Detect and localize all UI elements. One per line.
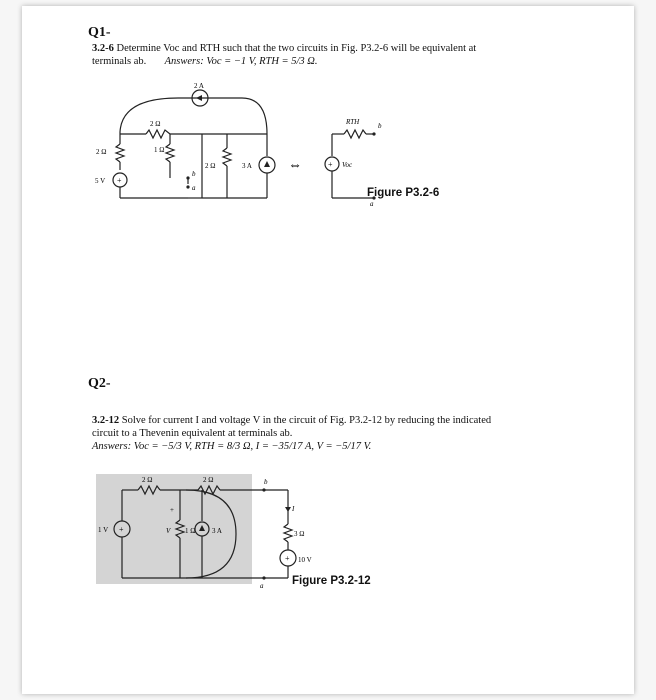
q1-problem-line2: terminals ab. [92, 56, 147, 67]
q2-label-2ohm-a: 2 Ω [142, 476, 153, 484]
q1-label-2ohm-mid: 2 Ω [205, 162, 216, 170]
q1-problem-line1: Determine Voc and RTH such that the two circuits in Fig. P3.2-6 will be equivalent at [116, 43, 477, 54]
q1-label-5v: 5 V [95, 177, 106, 185]
q2-label-10v: 10 V [298, 556, 312, 564]
document-page [22, 6, 634, 694]
q1-eq-terminal-a: a [370, 200, 374, 208]
q2-label-1v: 1 V [98, 526, 109, 534]
q2-v-label: V [166, 527, 171, 535]
q1-voc-plus: + [328, 160, 333, 169]
q1-figure-caption: Figure P3.2-6 [367, 187, 440, 199]
q1-eq-terminal-b: b [378, 122, 382, 130]
q2-label-2ohm-b: 2 Ω [203, 476, 214, 484]
q1-equiv-arrow: ⇔ [288, 158, 302, 173]
q1-label-2a: 2 A [194, 82, 204, 90]
q2-problem-text [92, 414, 622, 427]
q2-10v-plus: + [285, 554, 290, 563]
q2-label-3ohm: 3 Ω [294, 530, 305, 538]
q2-terminal-b: b [264, 478, 268, 486]
q2-problem-number: 3.2-12 [92, 415, 120, 426]
q2-problem-line2: circuit to a Thevenin equivalent at terminals ab. [92, 428, 293, 439]
q1-label-3a: 3 A [242, 162, 252, 170]
q2-problem-line2-row [92, 427, 622, 440]
q2-label-1ohm: 1 Ω [185, 527, 196, 535]
q2-label-3a: 3 A [212, 527, 222, 535]
q2-problem-line1: Solve for current I and voltage V in the circuit of Fig. P3.2-12 by reducing the indicated [121, 415, 492, 426]
q1-answers: Answers: Voc = −1 V, RTH = 5/3 Ω. [164, 56, 318, 67]
q1-terminal-b: b [192, 170, 196, 178]
q1-heading: Q1- [88, 25, 111, 40]
q2-terminal-a: a [260, 582, 264, 590]
q1-rth-label: RTH [346, 118, 360, 126]
q2-current-i: I [292, 505, 295, 513]
q1-problem-text [92, 42, 622, 55]
q1-terminal-a: a [192, 184, 196, 192]
q2-circuit-diagram [94, 466, 334, 590]
q1-label-2ohm-left: 2 Ω [96, 148, 107, 156]
q2-plus-label: + [170, 506, 174, 514]
q2-answers: Answers: Voc = −5/3 V, RTH = 8/3 Ω, I = −35/17 A, V = −5/17 V. [92, 441, 372, 452]
q1-voc-label: Voc [342, 161, 353, 169]
q1-label-1ohm: 1 Ω [154, 146, 165, 154]
q1-problem-number: 3.2-6 [92, 43, 114, 54]
q1-label-2ohm-top: 2 Ω [150, 120, 161, 128]
q1-problem-line2-row [92, 55, 622, 68]
q2-heading: Q2- [88, 376, 111, 391]
q2-figure-caption: Figure P3.2-12 [292, 575, 371, 587]
q1-5v-plus: + [117, 176, 122, 185]
q2-1v-plus: + [119, 525, 124, 534]
